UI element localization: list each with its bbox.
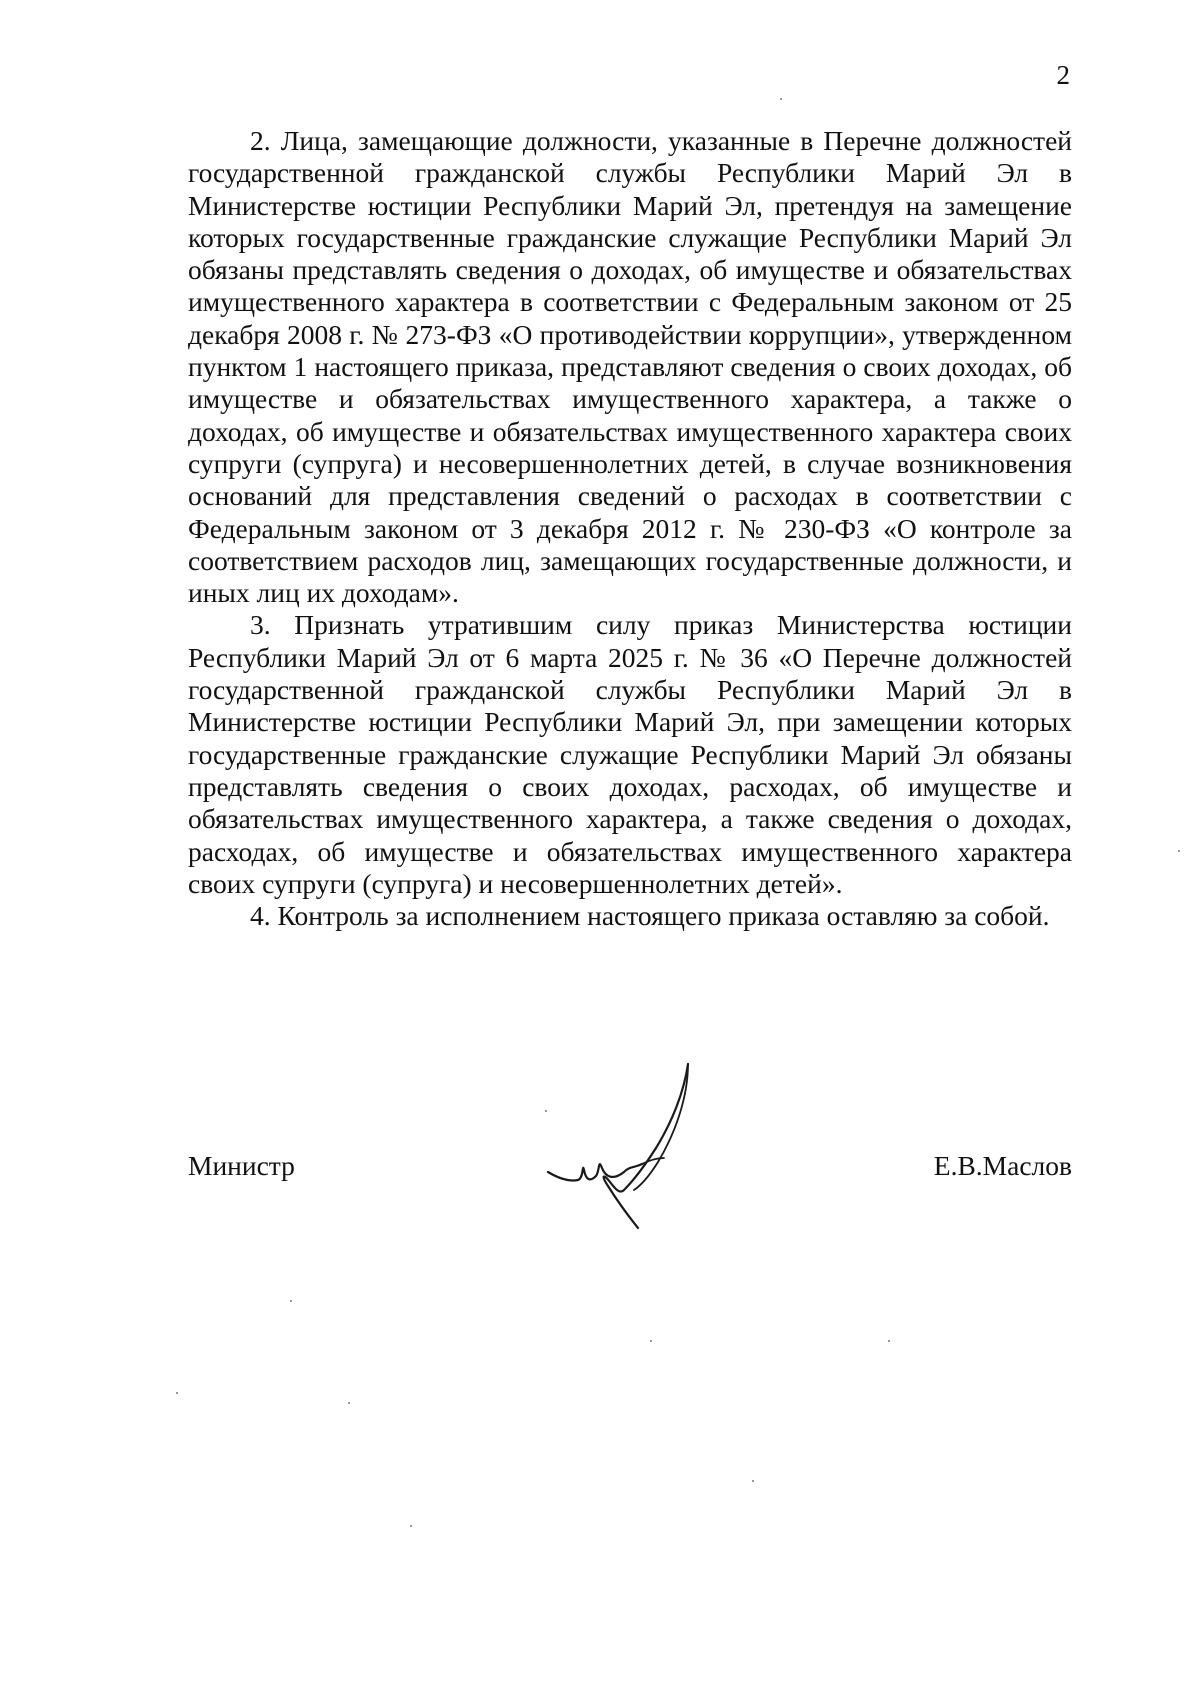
signatory-position: Министр xyxy=(188,1150,295,1181)
scan-speck xyxy=(348,1402,350,1404)
scan-speck xyxy=(176,1392,178,1394)
handwritten-signature xyxy=(538,1062,728,1232)
scan-speck xyxy=(888,1340,890,1342)
paragraph-3: 3. Признать утратившим силу приказ Министерства юстиции Республики Марий Эл от 6 марта 2025 г. № 36 «О Перечне должностей государственной гражданской службы Республики Марий Эл в Министерстве юстиции Республики Марий Эл, при замещении которых государственные гражданские служащие Республики Марий Эл обязаны представлять сведения о своих доходах, расходах, об имуществе и обязательствах имущественного характера, а также сведения о доходах, расходах, об имуществе и обязательствах имущественного характера своих супруги (супруга) и несовершеннолетних детей». xyxy=(188,609,1072,899)
paragraph-4: 4. Контроль за исполнением настоящего приказа оставляю за собой. xyxy=(250,900,1050,932)
scan-speck xyxy=(410,1525,412,1527)
scan-speck xyxy=(1178,850,1180,852)
scan-speck xyxy=(752,1480,754,1482)
scan-speck xyxy=(545,1110,547,1112)
scan-speck xyxy=(290,1300,292,1302)
paragraph-2: 2. Лица, замещающие должности, указанные в Перечне должностей государственной гражданской службы Республики Марий Эл в Министерстве юстиции Республики Марий Эл, претендуя на замещение которых государственные гражданские служащие Республики Марий Эл обязаны представлять сведения о доходах, об имуществе и обязательствах имущественного характера в соответствии с Федеральным законом от 25 декабря 2008 г. № 273-ФЗ «О противодействии коррупции», утвержденном пунктом 1 настоящего приказа, представляют сведения о своих доходах, об имуществе и обязательствах имущественного характера, а также о доходах, об имуществе и обязательствах имущественного характера своих супруги (супруга) и несовершеннолетних детей, в случае возникновения оснований для представления сведений о расходах в соответствии с Федеральным законом от 3 декабря 2012 г. № 230-ФЗ «О контроле за соответствием расходов лиц, замещающих государственные должности, и иных лиц их доходам». xyxy=(188,125,1072,609)
signature-block xyxy=(188,1062,1072,1212)
scan-speck xyxy=(780,98,782,100)
scan-speck xyxy=(650,1340,652,1342)
signatory-name: Е.В.Маслов xyxy=(933,1150,1072,1181)
page-number: 2 xyxy=(1056,60,1070,90)
document-body xyxy=(188,125,1072,932)
